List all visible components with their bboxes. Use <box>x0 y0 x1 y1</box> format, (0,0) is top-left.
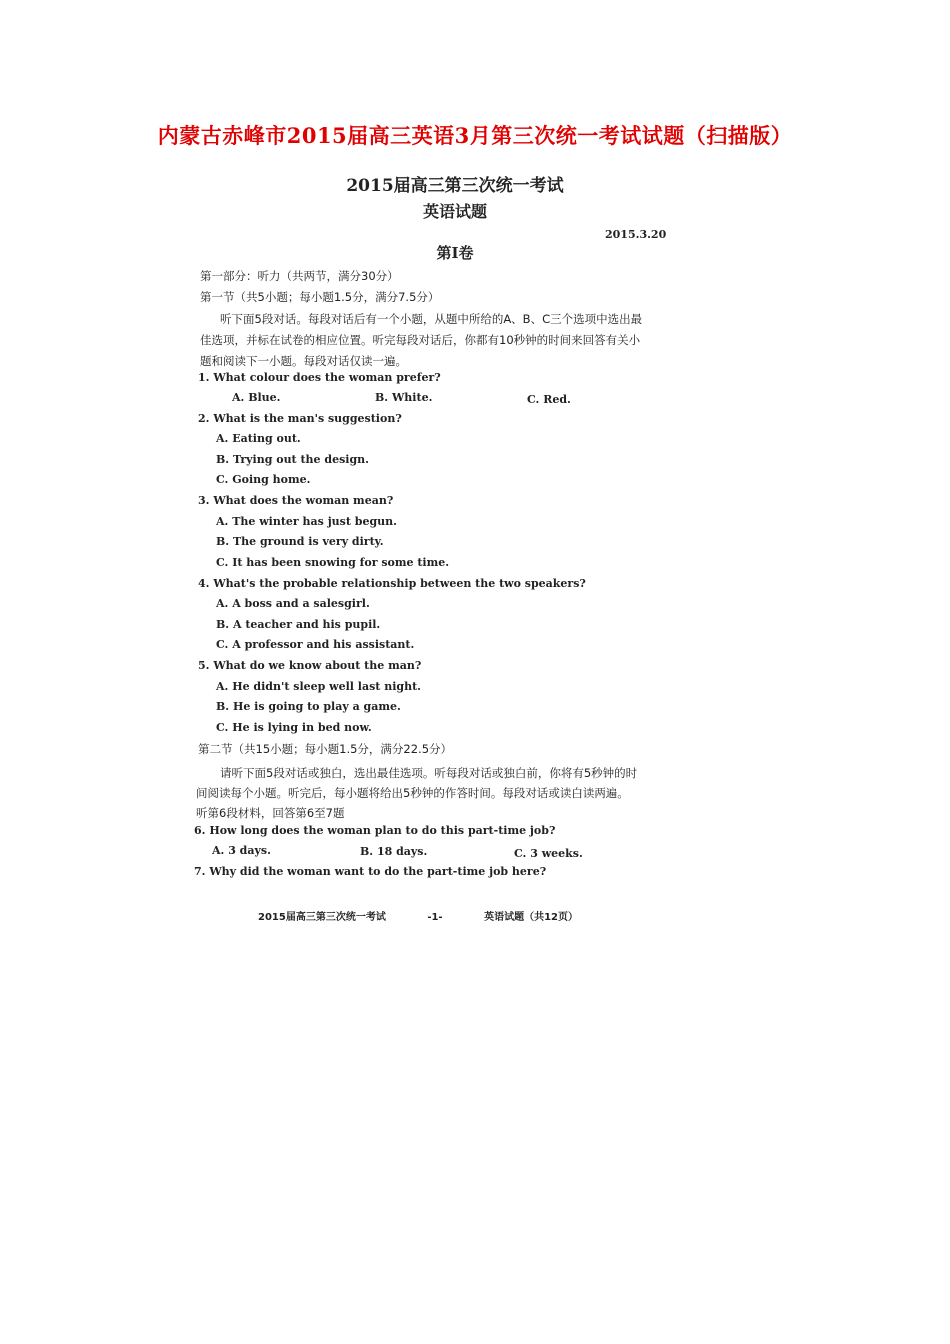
option-b: B. 18 days. <box>360 845 428 858</box>
option-b: B. He is going to play a game. <box>216 700 401 713</box>
question-2: 2. What is the man's suggestion? <box>198 412 402 425</box>
option-c: C. He is lying in bed now. <box>216 721 372 734</box>
option-c: C. Going home. <box>216 473 311 486</box>
page-footer <box>258 908 616 923</box>
exam-date: 2015.3.20 <box>605 228 667 241</box>
option-b: B. A teacher and his pupil. <box>216 618 381 631</box>
part1-title: 第一部分：听力（共两节，满分30分） <box>200 269 399 283</box>
section1-instruction: 佳选项，并标在试卷的相应位置。听完每段对话后，你都有10秒钟的时间来回答有关小 <box>200 333 641 347</box>
option-c: C. 3 weeks. <box>514 847 583 860</box>
option-c: C. It has been snowing for some time. <box>216 556 450 569</box>
option-a: A. He didn't sleep well last night. <box>216 680 421 693</box>
section1-instruction: 题和阅读下一小题。每段对话仅读一遍。 <box>200 354 407 368</box>
option-b: B. The ground is very dirty. <box>216 535 384 548</box>
section2-instruction: 听第6段材料，回答第6至7题 <box>196 806 345 820</box>
option-c: C. A professor and his assistant. <box>216 638 415 651</box>
option-a: A. 3 days. <box>212 844 271 857</box>
footer-page-number: -1- <box>427 912 443 923</box>
option-a: A. Eating out. <box>216 432 301 445</box>
option-a: A. Blue. <box>232 391 281 404</box>
option-b: B. Trying out the design. <box>216 453 369 466</box>
footer-right: 英语试题（共12页） <box>484 912 578 923</box>
option-a: A. A boss and a salesgirl. <box>216 597 370 610</box>
section1-title: 第一节（共5小题；每小题1.5分，满分7.5分） <box>200 290 440 304</box>
volume-title: 第I卷 <box>436 244 474 262</box>
question-1: 1. What colour does the woman prefer? <box>198 371 441 384</box>
question-3: 3. What does the woman mean? <box>198 494 394 507</box>
exam-subheading: 英语试题 <box>422 202 487 221</box>
section2-title: 第二节（共15小题；每小题1.5分，满分22.5分） <box>198 742 453 756</box>
section2-instruction: 间阅读每个小题。听完后，每小题将给出5秒钟的作答时间。每段对话或读白读两遍。 <box>196 786 629 800</box>
option-a: A. The winter has just begun. <box>216 515 397 528</box>
question-4: 4. What's the probable relationship between the two speakers? <box>198 577 586 590</box>
option-b: B. White. <box>375 391 433 404</box>
section1-instruction: 听下面5段对话。每段对话后有一个小题，从题中所给的A、B、C三个选项中选出最 <box>220 312 643 326</box>
question-5: 5. What do we know about the man? <box>198 659 422 672</box>
scanned-exam-page <box>190 168 690 928</box>
option-c: C. Red. <box>527 393 571 406</box>
footer-left: 2015届高三第三次统一考试 <box>258 912 386 923</box>
question-6: 6. How long does the woman plan to do this part-time job? <box>194 824 556 837</box>
question-7: 7. Why did the woman want to do the part-time job here? <box>194 865 547 878</box>
document-title: 内蒙古赤峰市2015届高三英语3月第三次统一考试试题（扫描版） <box>157 123 793 148</box>
exam-heading: 2015届高三第三次统一考试 <box>346 176 564 196</box>
section2-instruction: 请听下面5段对话或独白，选出最佳选项。听每段对话或独白前，你将有5秒钟的时 <box>220 766 638 780</box>
